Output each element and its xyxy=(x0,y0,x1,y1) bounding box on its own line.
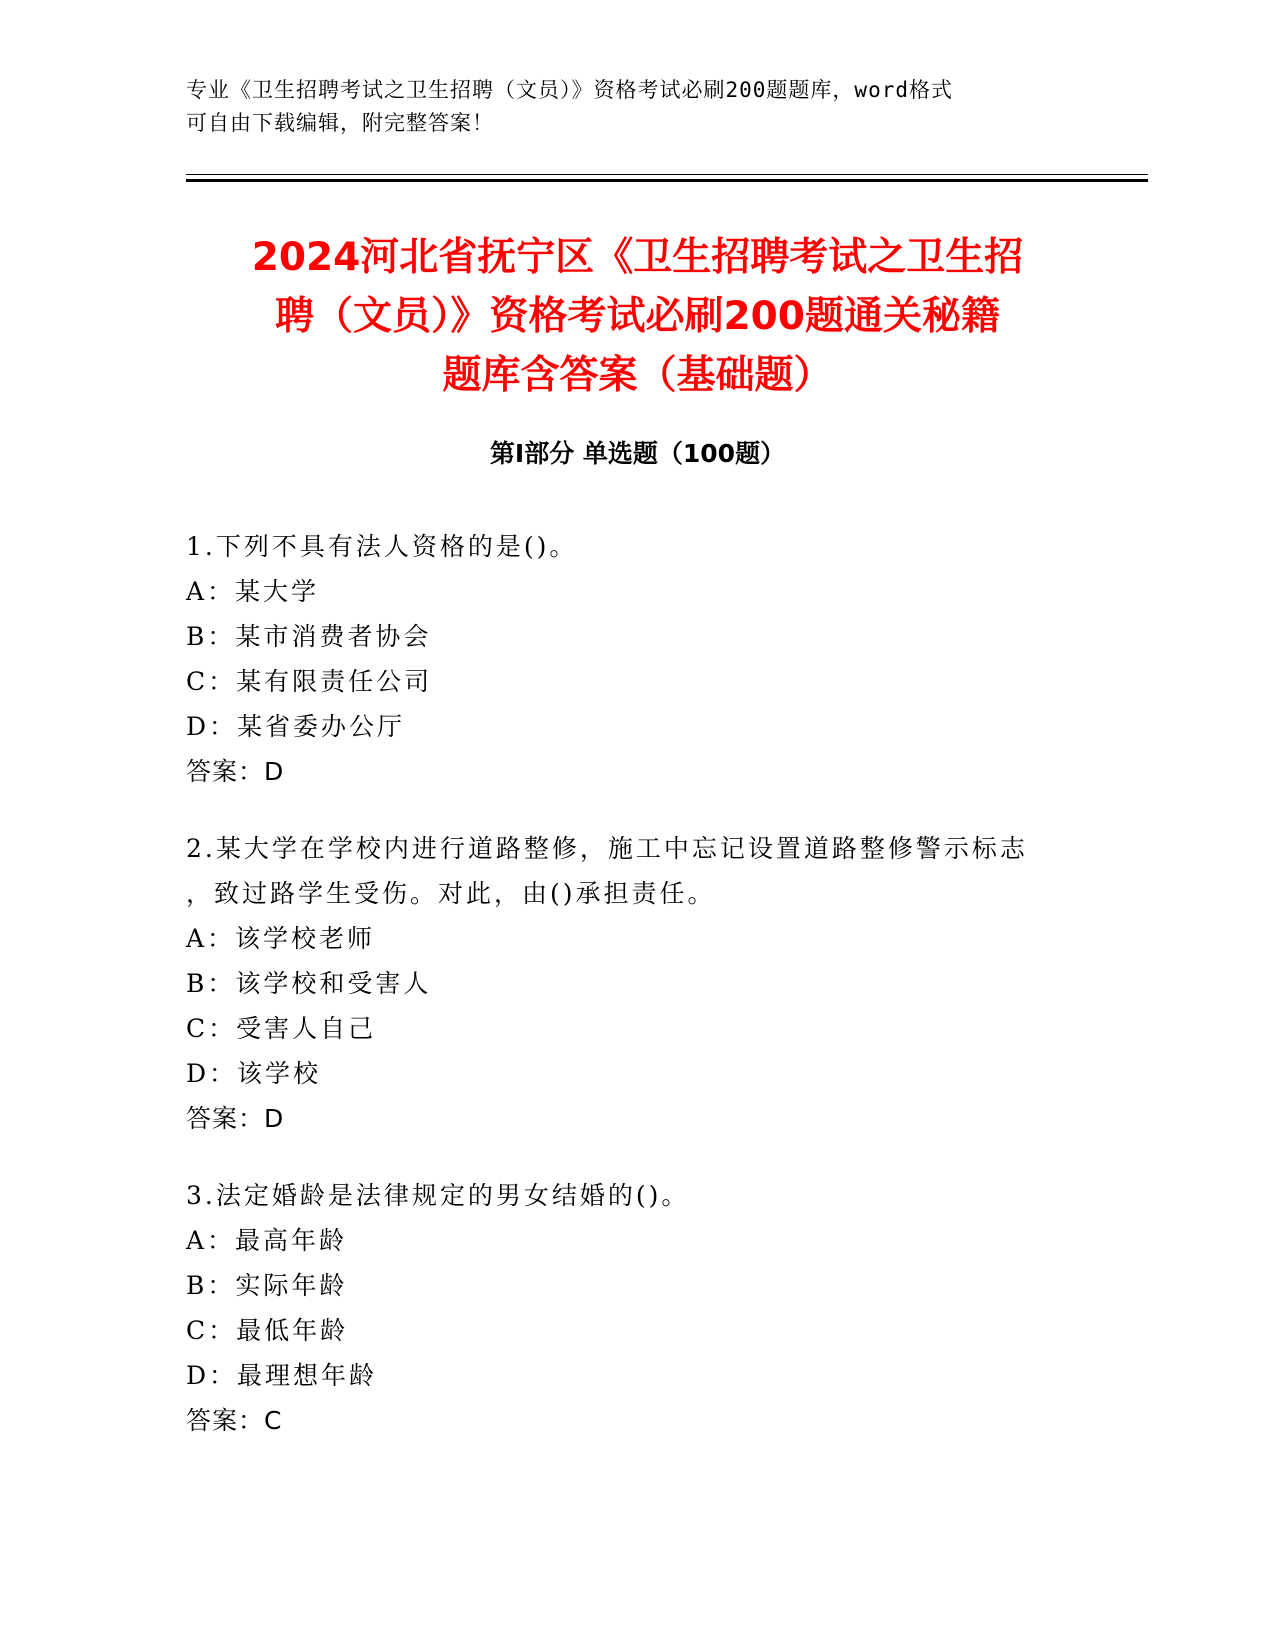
header-divider-thin xyxy=(186,174,1148,175)
option-c: C：受害人自己 xyxy=(186,1014,377,1043)
answer: 答案：D xyxy=(186,1104,285,1133)
question-stem: 3.法定婚龄是法律规定的男女结婚的()。 xyxy=(186,1181,690,1210)
answer: 答案：D xyxy=(186,757,285,786)
question-2 xyxy=(186,826,1066,1141)
option-b: B：该学校和受害人 xyxy=(186,969,432,998)
header-note xyxy=(186,74,1066,140)
question-stem-line-2: ，致过路学生受伤。对此，由()承担责任。 xyxy=(186,879,716,908)
option-b: B：某市消费者协会 xyxy=(186,622,432,651)
option-a: A：该学校老师 xyxy=(186,924,376,953)
option-b: B：实际年龄 xyxy=(186,1271,348,1300)
question-stem-line-1: 2.某大学在学校内进行道路整修，施工中忘记设置道路整修警示标志 xyxy=(186,834,1028,863)
section-heading: 第Ⅰ部分 单选题（100题） xyxy=(489,439,786,468)
title-line-2: 聘（文员）》资格考试必刷200题通关秘籍 xyxy=(275,294,1000,339)
question-3 xyxy=(186,1173,1066,1443)
header-divider-thick xyxy=(186,179,1148,182)
option-c: C：某有限责任公司 xyxy=(186,667,433,696)
answer: 答案：C xyxy=(186,1406,283,1435)
option-c: C：最低年龄 xyxy=(186,1316,349,1345)
option-d: D：最理想年龄 xyxy=(186,1361,378,1390)
option-d: D：某省委办公厅 xyxy=(186,712,406,741)
header-note-line-1: 专业《卫生招聘考试之卫生招聘（文员）》资格考试必刷200题题库，word格式 xyxy=(186,78,953,102)
question-stem: 1.下列不具有法人资格的是()。 xyxy=(186,532,578,561)
question-list xyxy=(186,524,1066,1475)
title-line-3: 题库含答案（基础题） xyxy=(442,353,833,398)
title-line-1: 2024河北省抚宁区《卫生招聘考试之卫生招 xyxy=(251,235,1024,280)
document-title xyxy=(170,228,1105,405)
question-1 xyxy=(186,524,1066,794)
option-a: A：最高年龄 xyxy=(186,1226,348,1255)
header-note-line-2: 可自由下载编辑，附完整答案！ xyxy=(186,111,494,135)
option-d: D：该学校 xyxy=(186,1059,322,1088)
option-a: A：某大学 xyxy=(186,577,320,606)
